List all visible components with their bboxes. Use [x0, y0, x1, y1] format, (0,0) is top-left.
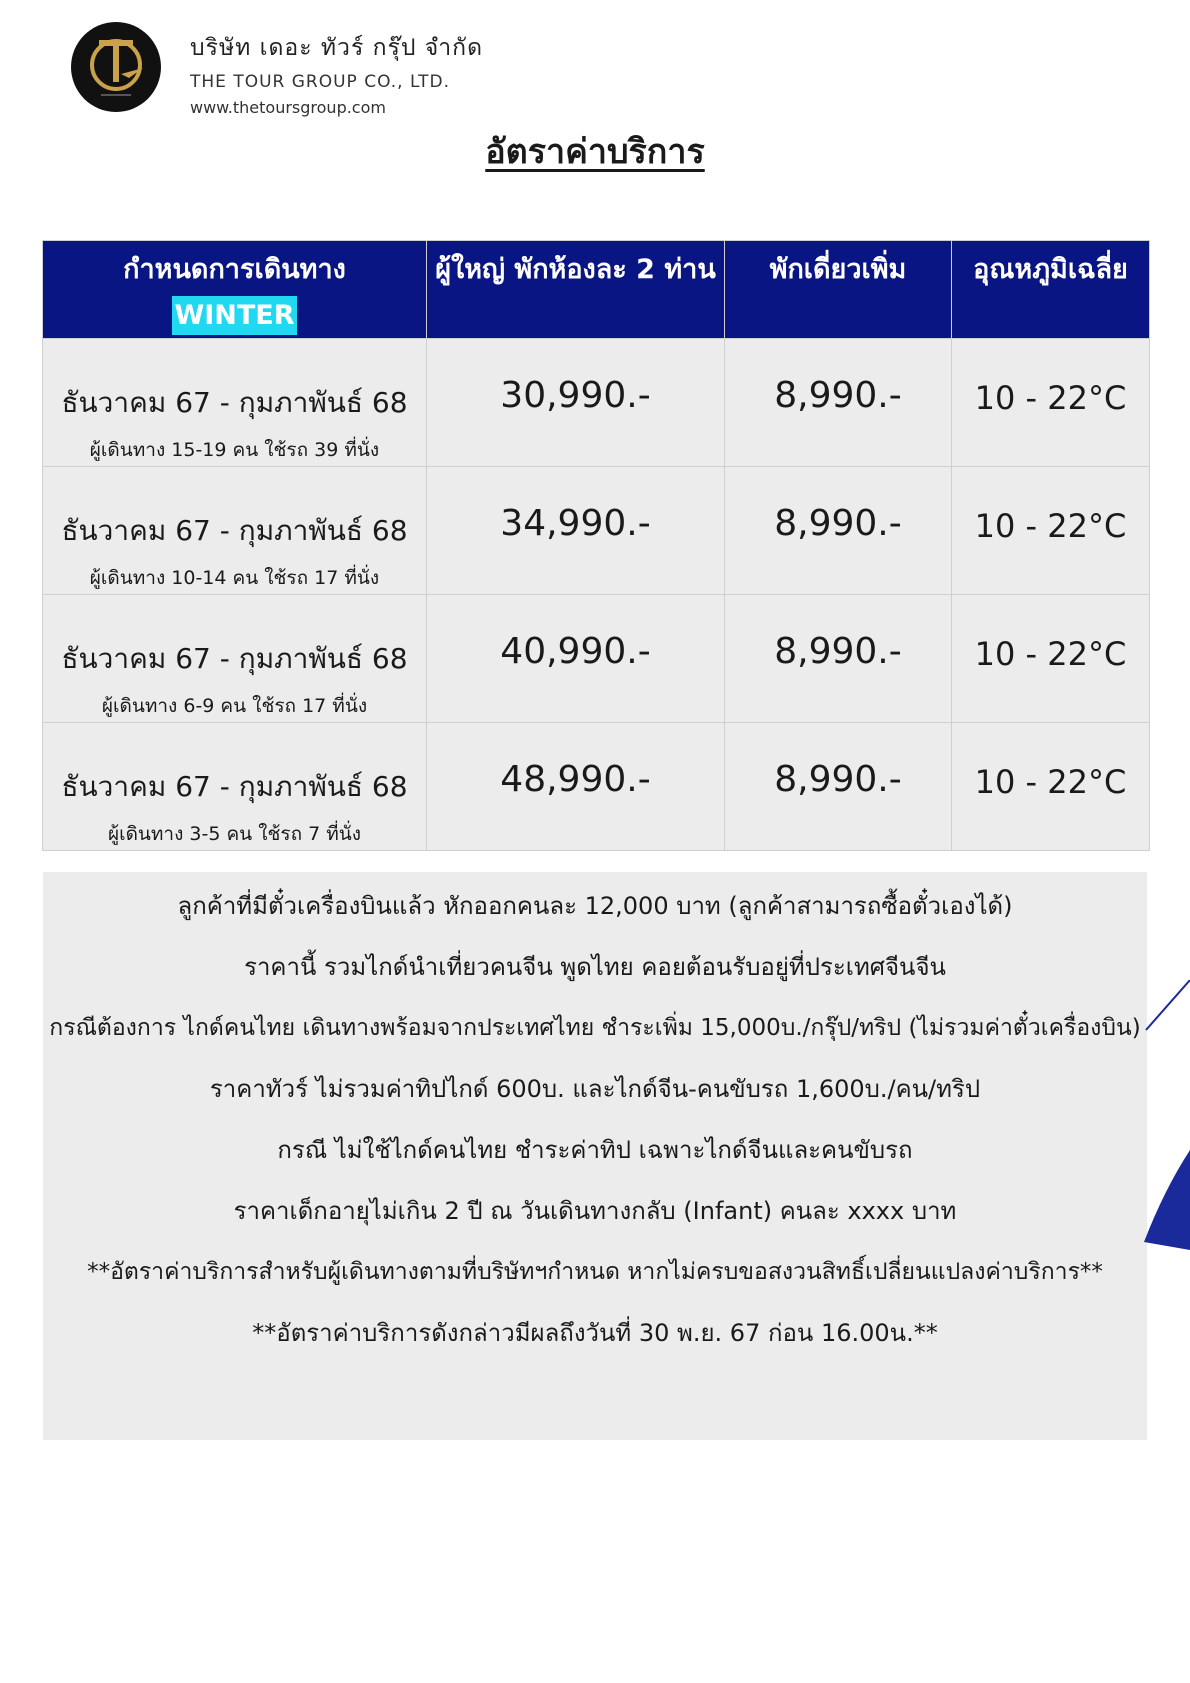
temp-cell: [952, 595, 1150, 723]
note-line: ลูกค้าที่มีตั๋วเครื่องบินแล้ว หักออกคนละ 12,000 บาท (ลูกค้าสามารถซื้อตั๋วเองได้): [177, 892, 1013, 920]
travel-period: ธันวาคม 67 - กุมภาพันธ์ 68: [61, 642, 408, 675]
adult-price-cell: [427, 339, 725, 467]
group-size: ผู้เดินทาง 15-19 คน ใช้รถ 39 ที่นั่ง: [89, 439, 380, 461]
company-name-thai: บริษัท เดอะ ทัวร์ กรุ๊ป จำกัด: [190, 35, 484, 61]
period-cell: [43, 595, 427, 723]
avg-temperature: 10 - 22°C: [974, 635, 1127, 673]
page-title: [0, 124, 1190, 178]
group-size: ผู้เดินทาง 3-5 คน ใช้รถ 7 ที่นั่ง: [107, 823, 362, 845]
single-supplement: 8,990.-: [774, 759, 902, 800]
rates-table: [42, 240, 1150, 851]
header-temp: อุณหภูมิเฉลี่ย: [952, 241, 1150, 339]
temp-cell: [952, 339, 1150, 467]
adult-price-cell: [427, 723, 725, 851]
adult-price-cell: [427, 595, 725, 723]
note-line: ราคานี้ รวมไกด์นำเที่ยวคนจีน พูดไทย คอยต้อนรับอยู่ที่ประเทศจีนจีน: [244, 953, 946, 981]
temp-cell: [952, 467, 1150, 595]
table-header-row: [43, 241, 1150, 339]
tg-monogram-icon: [71, 22, 161, 112]
period-cell: [43, 723, 427, 851]
header-period: [43, 241, 427, 339]
company-header: [190, 30, 483, 117]
single-supplement: 8,990.-: [774, 375, 902, 416]
group-size: ผู้เดินทาง 6-9 คน ใช้รถ 17 ที่นั่ง: [101, 695, 368, 717]
decorative-corner-shape: [1144, 980, 1190, 1260]
travel-period: ธันวาคม 67 - กุมภาพันธ์ 68: [61, 514, 408, 547]
company-name-english: THE TOUR GROUP CO., LTD.: [190, 72, 450, 92]
note-line: กรณี ไม่ใช้ไกด์คนไทย ชำระค่าทิป เฉพาะไกด์จีนและคนขับรถ: [277, 1136, 913, 1164]
group-size: ผู้เดินทาง 10-14 คน ใช้รถ 17 ที่นั่ง: [89, 567, 380, 589]
header-period-label: กำหนดการเดินทาง: [123, 254, 346, 285]
note-line: ราคาเด็กอายุไม่เกิน 2 ปี ณ วันเดินทางกลับ (Infant) คนละ xxxx บาท: [233, 1197, 957, 1225]
table-row: [43, 467, 1150, 595]
adult-price: 48,990.-: [500, 759, 651, 800]
single-price-cell: [725, 723, 952, 851]
company-website[interactable]: www.thetoursgroup.com: [190, 98, 386, 117]
terms-notes-box: [43, 872, 1147, 1440]
company-logo: [71, 22, 161, 112]
adult-price: 40,990.-: [500, 631, 651, 672]
avg-temperature: 10 - 22°C: [974, 763, 1127, 801]
note-line: **อัตราค่าบริการดังกล่าวมีผลถึงวันที่ 30 พ.ย. 67 ก่อน 16.00น.**: [252, 1319, 938, 1347]
header-adult: ผู้ใหญ่ พักห้องละ 2 ท่าน: [427, 241, 725, 339]
travel-period: ธันวาคม 67 - กุมภาพันธ์ 68: [61, 770, 408, 803]
note-line: กรณีต้องการ ไกด์คนไทย เดินทางพร้อมจากประเทศไทย ชำระเพิ่ม 15,000บ./กรุ๊ป/ทริป (ไม่รวมค่าตั๋วเครื่องบิน): [49, 1015, 1141, 1041]
period-cell: [43, 467, 427, 595]
single-price-cell: [725, 339, 952, 467]
avg-temperature: 10 - 22°C: [974, 379, 1127, 417]
adult-price-cell: [427, 467, 725, 595]
table-row: [43, 723, 1150, 851]
table-row: [43, 595, 1150, 723]
single-price-cell: [725, 595, 952, 723]
page-title-text: อัตราค่าบริการ: [485, 132, 705, 172]
adult-price: 34,990.-: [500, 503, 651, 544]
header-single: พักเดี่ยวเพิ่ม: [725, 241, 952, 339]
season-badge: WINTER: [172, 296, 296, 335]
single-price-cell: [725, 467, 952, 595]
notes-list: [43, 872, 1147, 1364]
travel-period: ธันวาคม 67 - กุมภาพันธ์ 68: [61, 386, 408, 419]
single-supplement: 8,990.-: [774, 503, 902, 544]
adult-price: 30,990.-: [500, 375, 651, 416]
note-line: **อัตราค่าบริการสำหรับผู้เดินทางตามที่บริษัทฯกำหนด หากไม่ครบขอสงวนสิทธิ์เปลี่ยนแปลงค่าบริการ**: [87, 1259, 1103, 1285]
period-cell: [43, 339, 427, 467]
avg-temperature: 10 - 22°C: [974, 507, 1127, 545]
temp-cell: [952, 723, 1150, 851]
single-supplement: 8,990.-: [774, 631, 902, 672]
note-line: ราคาทัวร์ ไม่รวมค่าทิปไกด์ 600บ. และไกด์จีน-คนขับรถ 1,600บ./คน/ทริป: [209, 1075, 981, 1103]
table-row: [43, 339, 1150, 467]
